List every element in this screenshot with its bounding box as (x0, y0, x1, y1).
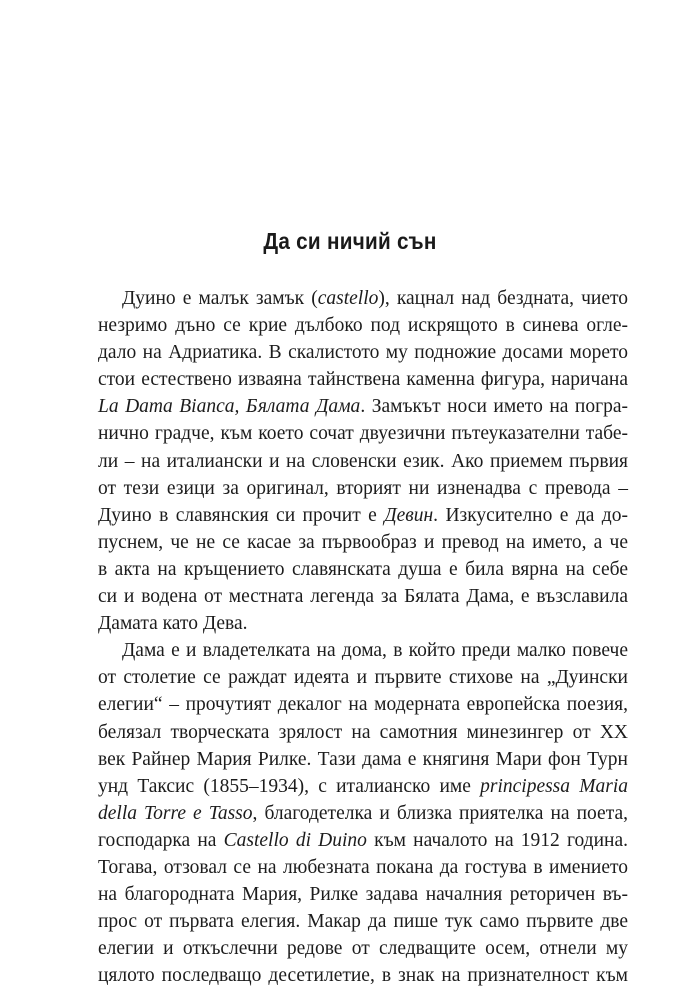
text-run: Тогава, отзовал се на любезната покана да гостува в имението (98, 856, 628, 878)
text-run: на благородната Мария, Рилке задава началния реторичен въ- (98, 884, 628, 906)
text-run: , благодетелка и близка приятелка на поета, (252, 802, 628, 824)
body-text (98, 285, 628, 989)
text-line (98, 664, 628, 691)
italic-text: della Torre e Tasso (98, 802, 253, 824)
text-line (98, 935, 628, 962)
text-run: ли – на италиански и на словенски език. Ако приемем първия (98, 450, 628, 472)
text-run: от столетие се раждат идеята и първите стихове на „Дуински (98, 667, 628, 689)
text-line (98, 448, 628, 475)
text-run: в акта на кръщението славянската душа е била вярна на себе (98, 558, 628, 580)
text-line (98, 610, 628, 637)
text-run: прос от първата елегия. Макар да пише тук само първите две (98, 911, 628, 933)
text-line (98, 366, 628, 393)
text-run: пуснем, че не се касае за първообраз и превод на името, а че (98, 531, 628, 553)
text-run: век Райнер Мария Рилке. Тази дама е княгиня Мари фон Турн (98, 748, 628, 770)
text-line (98, 529, 628, 556)
text-run: си и водена от местната легенда за Бялата Дама, е възславила (98, 586, 628, 608)
text-line (98, 719, 628, 746)
text-run: нично градче, към което сочат двуезични пътеуказателни табе- (98, 423, 628, 445)
text-line (98, 800, 628, 827)
text-run: незримо дъно се крие дълбоко под искрящото в синева огле- (98, 315, 628, 337)
text-run: Дуино е малък замък ( (122, 288, 318, 309)
text-line (98, 475, 628, 502)
text-run: унд Таксис (1855–1934), с италианско име (98, 775, 481, 797)
text-line (98, 637, 628, 664)
text-line (98, 773, 628, 800)
italic-text: Castello di Duino (223, 829, 367, 851)
text-line (98, 962, 628, 989)
text-line (98, 746, 628, 773)
text-line (98, 339, 628, 366)
text-line (98, 691, 628, 718)
italic-text: Девин (384, 504, 434, 526)
text-line (98, 393, 628, 420)
text-line (98, 854, 628, 881)
text-run: . Изкусително е да до- (433, 504, 628, 526)
text-run: Дуино в славянския си прочит е (98, 504, 385, 526)
text-run: цялото последващо десетилетие, в знак на признателност към (98, 965, 628, 987)
text-run: . Замъкът носи името на погра- (360, 396, 629, 418)
text-run: господарка на (98, 829, 224, 851)
text-run: белязал творческата зрялост на самотния минезингер от XX (98, 721, 628, 743)
text-run: ), кацнал над бездната, чието (378, 288, 628, 309)
text-run: Дама е и владетелката на дома, в който преди малко повече (122, 640, 628, 662)
text-line (98, 881, 628, 908)
text-line (98, 312, 628, 339)
text-line (98, 502, 628, 529)
text-run: елегии и откъслечни редове от следващите осем, отнели му (98, 938, 628, 960)
text-line (98, 285, 628, 312)
text-run: елегии“ – прочутият декалог на модерната европейска поезия, (98, 694, 628, 716)
italic-text: principessa Maria (480, 775, 628, 797)
chapter-title: Да си ничий сън (263, 228, 437, 254)
paragraph (98, 637, 628, 989)
paragraph (98, 285, 628, 637)
text-run: стои естествено изваяна тайнствена каменна фигура, наричана (98, 369, 628, 391)
text-run: дало на Адриатика. В скалистото му подножие досами морето (98, 342, 628, 364)
text-line (98, 908, 628, 935)
text-run: от тези езици за оригинал, вторият ни изненадва с превода – (98, 477, 628, 499)
italic-text: castello (317, 288, 379, 309)
italic-text: La Dama Bianca, Бялата Дама (98, 396, 361, 418)
text-line (98, 420, 628, 447)
text-line (98, 827, 628, 854)
text-run: към началото на 1912 година. (366, 829, 628, 851)
text-line (98, 583, 628, 610)
text-line (98, 556, 628, 583)
text-run: Дамата като Дева. (98, 613, 248, 635)
